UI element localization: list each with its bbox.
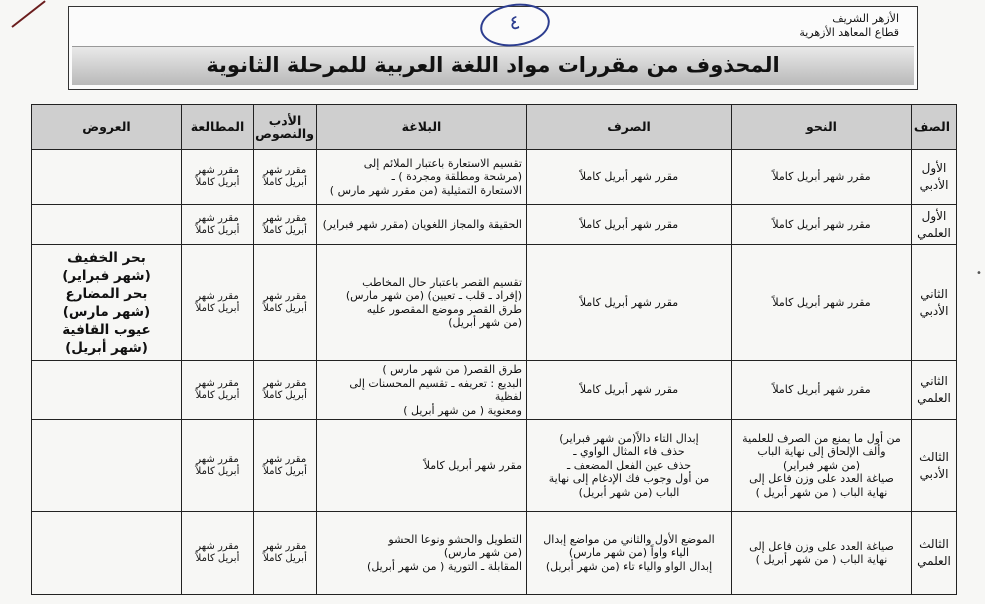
cell-line: من أول ما يمنع من الصرف للعلمية xyxy=(742,431,901,445)
cell-line: حذف عين الفعل المضعف ـ xyxy=(566,458,692,472)
cell-arud xyxy=(32,361,182,420)
cell-line: نهاية الباب ( من شهر أبريل ) xyxy=(755,553,888,566)
cell-line: مقرر شهر xyxy=(196,165,239,176)
cell-sarf xyxy=(527,205,732,245)
organization-block xyxy=(799,12,899,40)
cell-line: أبريل كاملاً xyxy=(195,302,240,314)
header-sarf: الصرف xyxy=(527,105,732,150)
cell-grade: الثاني العلمي xyxy=(912,361,957,420)
cell-line: التطويل والحشو ونوعا الحشو xyxy=(388,532,522,546)
table-header-row xyxy=(32,105,957,150)
cell-line: مقرر شهر أبريل كاملاً xyxy=(772,170,871,184)
header-balagha: البلاغة xyxy=(317,105,527,150)
cell-line: مقرر شهر xyxy=(196,453,239,465)
cell-balagha xyxy=(317,512,527,595)
cell-balagha xyxy=(317,420,527,512)
cell-line: وألف الإلحاق إلى نهاية الباب xyxy=(757,445,886,459)
cell-line: (شهر مارس) xyxy=(62,303,151,320)
table-row xyxy=(32,205,957,245)
header-grade: الصف xyxy=(912,105,957,150)
cell-line: مقرر شهر xyxy=(196,212,239,224)
cell-line: حذف فاء المثال الواوي ـ xyxy=(573,445,685,459)
cell-line: الموضع الأول والثاني من مواضع إبدال xyxy=(543,532,715,546)
cell-adab xyxy=(254,420,317,512)
cell-line: البديع : تعريفه ـ تقسيم المحسنات إلى لفظية xyxy=(349,376,522,403)
table-row xyxy=(32,150,957,205)
cell-line: مقرر شهر xyxy=(196,378,239,389)
cell-line: الياء واواً (من شهر مارس) xyxy=(568,546,690,560)
cell-arud xyxy=(32,205,182,245)
cell-nahw xyxy=(732,205,912,245)
cell-line: مقرر شهر xyxy=(196,290,239,302)
cell-adab xyxy=(254,361,317,420)
cell-mutalaa xyxy=(182,205,254,245)
cell-line: أبريل كاملاً xyxy=(195,224,240,236)
table-row xyxy=(32,512,957,595)
cell-mutalaa xyxy=(182,245,254,361)
cell-line: أبريل كاملاً xyxy=(263,224,307,236)
cell-adab xyxy=(254,245,317,361)
cell-line: أبريل كاملاً xyxy=(195,390,240,401)
cell-line: مقرر شهر xyxy=(263,290,307,302)
cell-line: أبريل كاملاً xyxy=(195,177,240,188)
cell-line: تقسيم الاستعارة باعتبار الملائم إلى xyxy=(363,156,522,170)
cell-balagha xyxy=(317,361,527,420)
cell-nahw xyxy=(732,361,912,420)
cell-line: صياغة العدد على وزن فاعل إلى xyxy=(749,539,894,553)
cell-line: أبريل كاملاً xyxy=(195,553,240,564)
header-mutalaa: المطالعة xyxy=(182,105,254,150)
pen-mark xyxy=(11,0,45,27)
cell-line: بحر الخفيف xyxy=(67,249,146,266)
cell-nahw xyxy=(732,420,912,512)
cell-grade: الثالث العلمي xyxy=(912,512,957,595)
table-body xyxy=(32,150,957,595)
cell-adab xyxy=(254,205,317,245)
cell-arud xyxy=(32,245,182,361)
table-row xyxy=(32,361,957,420)
margin-dot: • xyxy=(976,268,982,279)
cell-mutalaa xyxy=(182,420,254,512)
cell-line: مقرر شهر xyxy=(263,453,307,465)
cell-line: أبريل كاملاً xyxy=(263,390,307,401)
cell-grade: الأول العلمي xyxy=(912,205,957,245)
cell-line: تقسيم القصر باعتبار حال المخاطب xyxy=(362,275,522,289)
cell-line: إبدال الواو والياء تاء (من شهر أبريل) xyxy=(545,559,713,573)
cell-line: صياغة العدد على وزن فاعل إلى xyxy=(749,472,894,486)
header-arud: العروض xyxy=(32,105,182,150)
cell-arud xyxy=(32,512,182,595)
cell-line: ومعنوية ( من شهر أبريل ) xyxy=(403,403,522,417)
cell-line: مقرر شهر xyxy=(196,541,239,552)
page-title: المحذوف من مقررات مواد اللغة العربية للمرحلة الثانوية xyxy=(206,53,780,77)
cell-line: المقابلة ـ التورية ( من شهر أبريل) xyxy=(367,559,522,573)
cell-line: الباب (من شهر أبريل) xyxy=(578,485,680,499)
cell-sarf xyxy=(527,420,732,512)
cell-line: مقرر شهر xyxy=(263,165,307,176)
circled-number-stamp: ٤ xyxy=(477,0,552,51)
cell-line: مقرر شهر أبريل كاملاً xyxy=(579,295,679,309)
cell-line: عيوب القافية xyxy=(62,321,151,338)
cell-line: الحقيقة والمجاز اللغويان (مقرر شهر فبراير) xyxy=(322,217,522,231)
cell-mutalaa xyxy=(182,150,254,205)
cell-line: مقرر شهر xyxy=(263,378,307,389)
cell-line: (من شهر فبراير) xyxy=(782,458,861,472)
cell-line: (مرشحة ومطلقة ومجردة ) ـ xyxy=(391,170,522,184)
cell-line: مقرر شهر أبريل كاملاً xyxy=(579,217,679,231)
cell-line: (شهر فبراير) xyxy=(62,267,151,284)
cell-line: أبريل كاملاً xyxy=(263,553,307,564)
cell-nahw xyxy=(732,512,912,595)
cell-line: مقرر شهر xyxy=(263,212,307,224)
cell-line: طرق القصر( من شهر مارس ) xyxy=(382,363,522,376)
cell-grade: الثالث الأدبي xyxy=(912,420,957,512)
cell-balagha xyxy=(317,150,527,205)
cell-balagha xyxy=(317,205,527,245)
table-row xyxy=(32,420,957,512)
cell-line: الاستعارة التمثيلية (من مقرر شهر مارس ) xyxy=(329,183,522,197)
header-nahw: النحو xyxy=(732,105,912,150)
cell-line: (من شهر مارس) xyxy=(443,546,522,560)
cell-line: إبدال التاء دالاً(من شهر فبراير) xyxy=(559,431,699,445)
cell-line: مقرر شهر أبريل كاملاً xyxy=(772,217,871,231)
cell-line: مقرر شهر أبريل كاملاً xyxy=(423,458,522,472)
curriculum-table xyxy=(31,104,957,595)
cell-line: بحر المضارع xyxy=(65,285,148,302)
cell-line: نهاية الباب ( من شهر أبريل ) xyxy=(755,485,888,499)
org-sector: قطاع المعاهد الأزهرية xyxy=(799,26,899,39)
cell-adab xyxy=(254,150,317,205)
cell-arud xyxy=(32,420,182,512)
cell-balagha xyxy=(317,245,527,361)
table-row xyxy=(32,245,957,361)
cell-line: مقرر شهر أبريل كاملاً xyxy=(579,170,679,184)
cell-line: (من شهر أبريل) xyxy=(448,316,522,329)
cell-line: (إفراد ـ قلب ـ تعيين) (من شهر مارس) xyxy=(345,289,522,302)
header-adab: الأدب والنصوص xyxy=(254,105,317,150)
cell-sarf xyxy=(527,512,732,595)
cell-line: مقرر شهر أبريل كاملاً xyxy=(772,383,871,397)
cell-nahw xyxy=(732,150,912,205)
cell-sarf xyxy=(527,245,732,361)
cell-arud xyxy=(32,150,182,205)
cell-grade: الأول الأدبي xyxy=(912,150,957,205)
cell-line: مقرر شهر xyxy=(263,541,307,552)
cell-line: مقرر شهر أبريل كاملاً xyxy=(579,383,679,397)
cell-line: أبريل كاملاً xyxy=(263,302,307,314)
cell-line: أبريل كاملاً xyxy=(195,465,240,477)
cell-sarf xyxy=(527,150,732,205)
cell-mutalaa xyxy=(182,361,254,420)
cell-sarf xyxy=(527,361,732,420)
cell-line: طرق القصر وموضع المقصور عليه xyxy=(366,302,522,316)
cell-line: (شهر أبريل) xyxy=(65,339,148,356)
cell-line: أبريل كاملاً xyxy=(263,177,307,188)
cell-adab xyxy=(254,512,317,595)
cell-nahw xyxy=(732,245,912,361)
cell-line: مقرر شهر أبريل كاملاً xyxy=(772,295,871,309)
cell-grade: الثاني الأدبي xyxy=(912,245,957,361)
cell-line: من أول وجوب فك الإدغام إلى نهاية xyxy=(548,472,710,486)
cell-mutalaa xyxy=(182,512,254,595)
org-name: الأزهر الشريف xyxy=(832,12,899,25)
cell-line: أبريل كاملاً xyxy=(263,465,307,477)
